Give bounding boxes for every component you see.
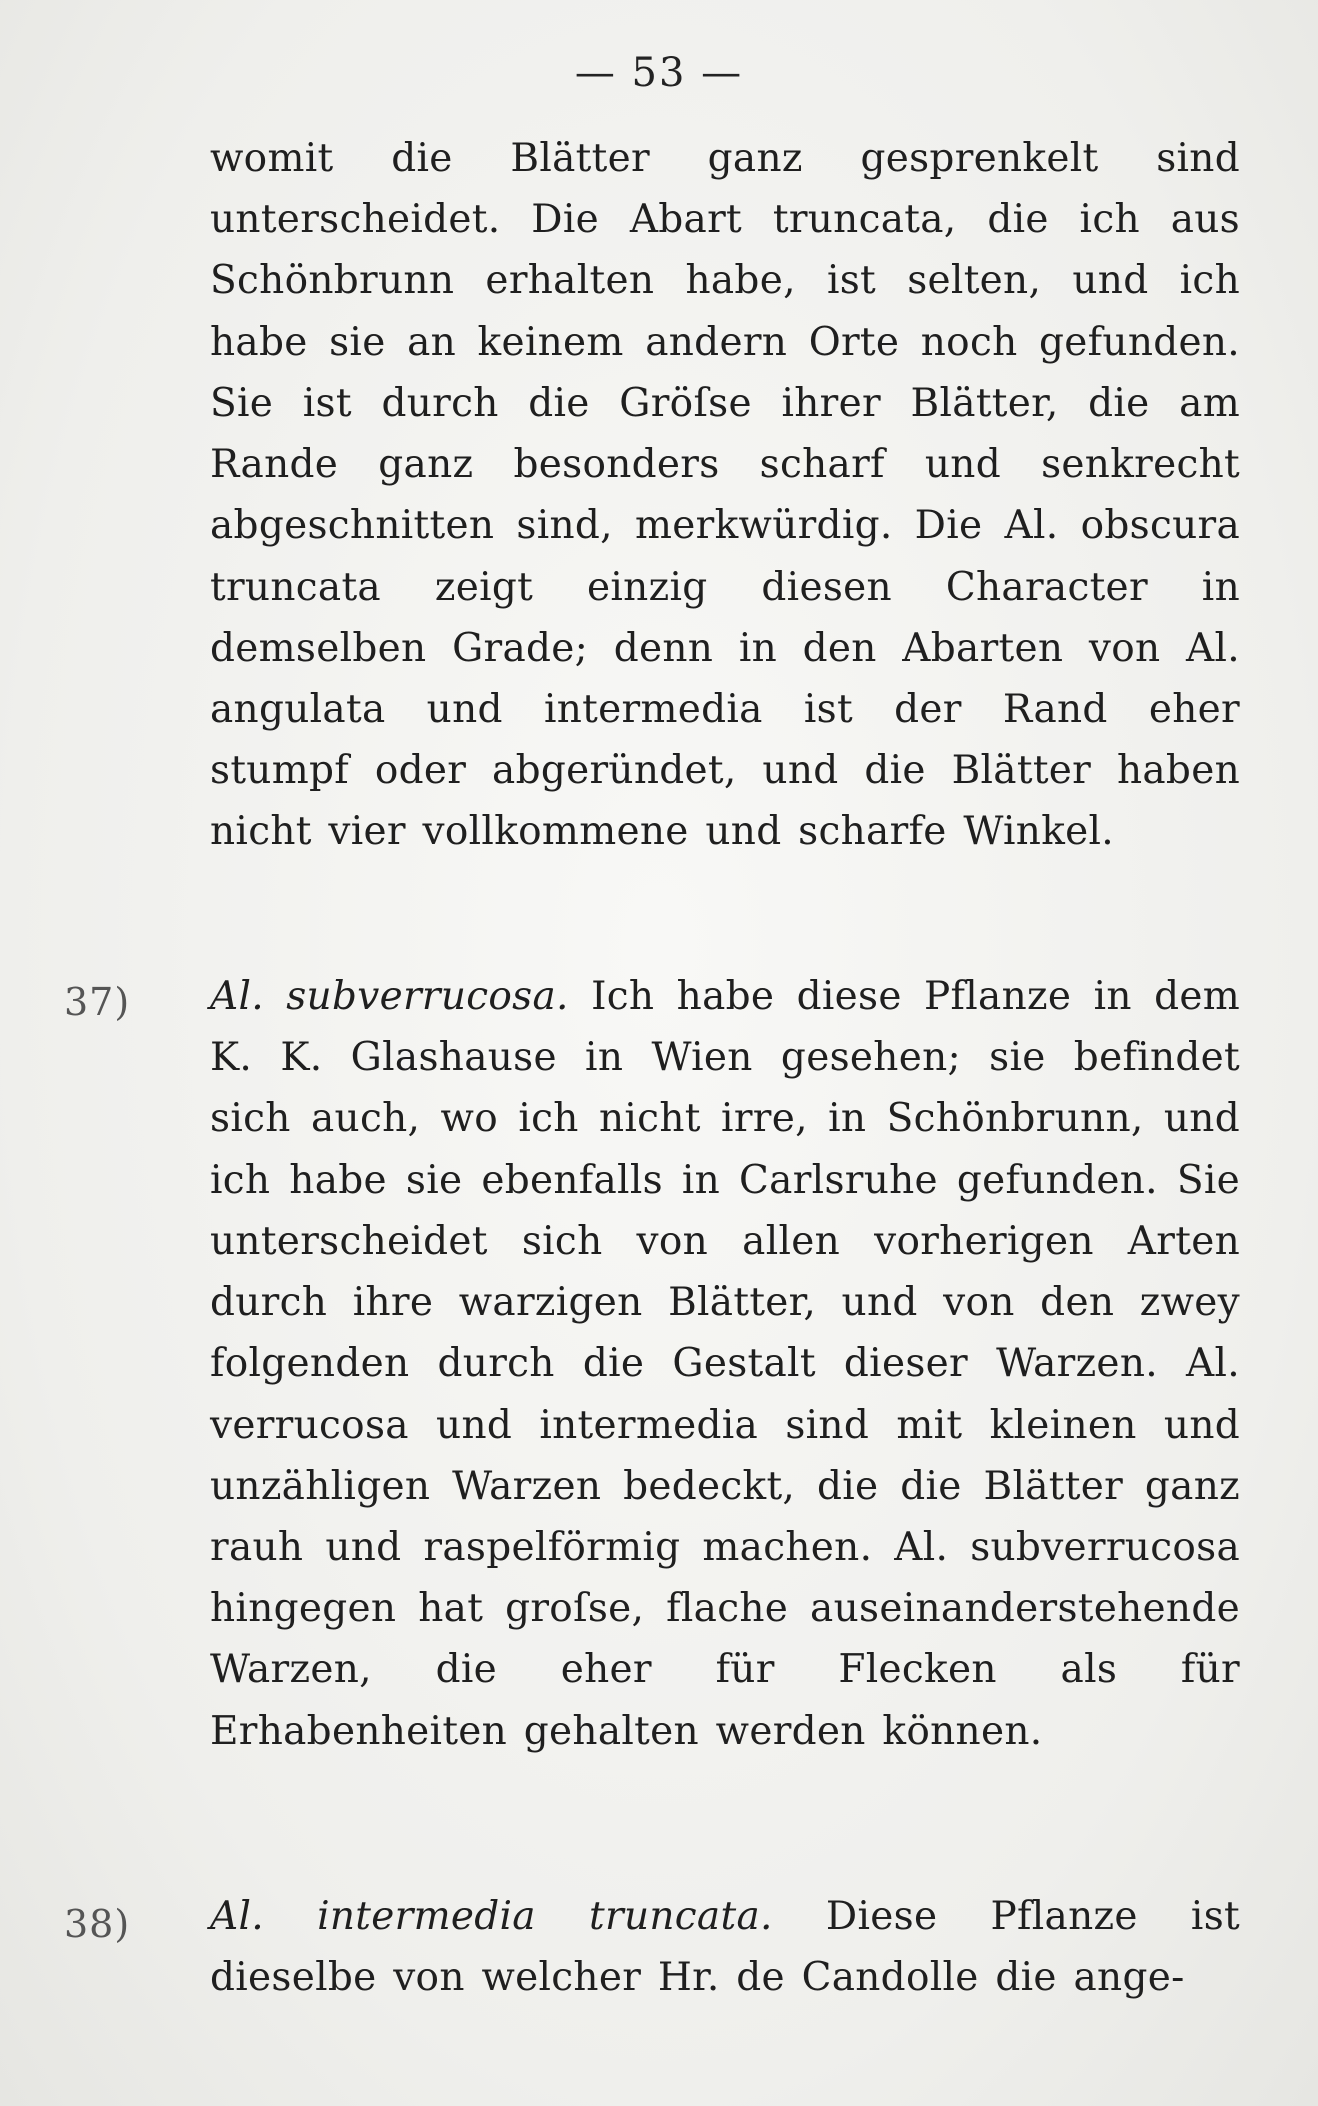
entry-37-paragraph xyxy=(210,966,1240,1762)
entry-number-38: 38) xyxy=(64,1902,131,1946)
entry-37-title: Al. subverrucosa. xyxy=(210,974,569,1019)
entry-37-text: Ich habe diese Pflanze in dem K. K. Glashause in Wien gesehen; sie befindet sich auch, wo ich nicht irre, in Schönbrunn, und ich habe sie ebenfalls in Carlsruhe gefunden. Sie unterscheidet sich von allen vorherigen Arten durch ihre warzigen Blätter, und von den zwey folgenden durch die Gestalt dieser Warzen. Al. verrucosa und intermedia sind mit kleinen und unzähligen Warzen bedeckt, die die Blätter ganz rauh und raspelförmig machen. Al. subverrucosa hingegen hat groſse, flache auseinanderstehende Warzen, die eher für Flecken als für Erhabenheiten gehalten werden können. xyxy=(210,974,1240,1754)
entry-38-title: Al. intermedia truncata. xyxy=(210,1894,773,1939)
page-number: — 53 — xyxy=(574,50,744,96)
continuation-text: womit die Blätter ganz gesprenkelt sind unterscheidet. Die Abart truncata, die ich aus Schönbrunn erhalten habe, ist selten, und ich habe sie an keinem andern Orte noch gefunden. Sie ist durch die Gröſse ihrer Blätter, die am Rande ganz besonders scharf und senkrecht abgeschnitten sind, merkwürdig. Die Al. obscura truncata zeigt einzig diesen Character in demselben Grade; denn in den Abarten von Al. angulata und intermedia ist der Rand eher stumpf oder abgeründet, und die Blätter haben nicht vier vollkommene und scharfe Winkel. xyxy=(210,136,1240,855)
entry-38-text: Diese Pflanze ist dieselbe von welcher Hr. de Candolle die ange- xyxy=(210,1894,1240,2001)
entry-38-paragraph xyxy=(210,1886,1240,2008)
entry-number-37: 37) xyxy=(64,980,131,1024)
continuation-paragraph xyxy=(210,128,1240,863)
